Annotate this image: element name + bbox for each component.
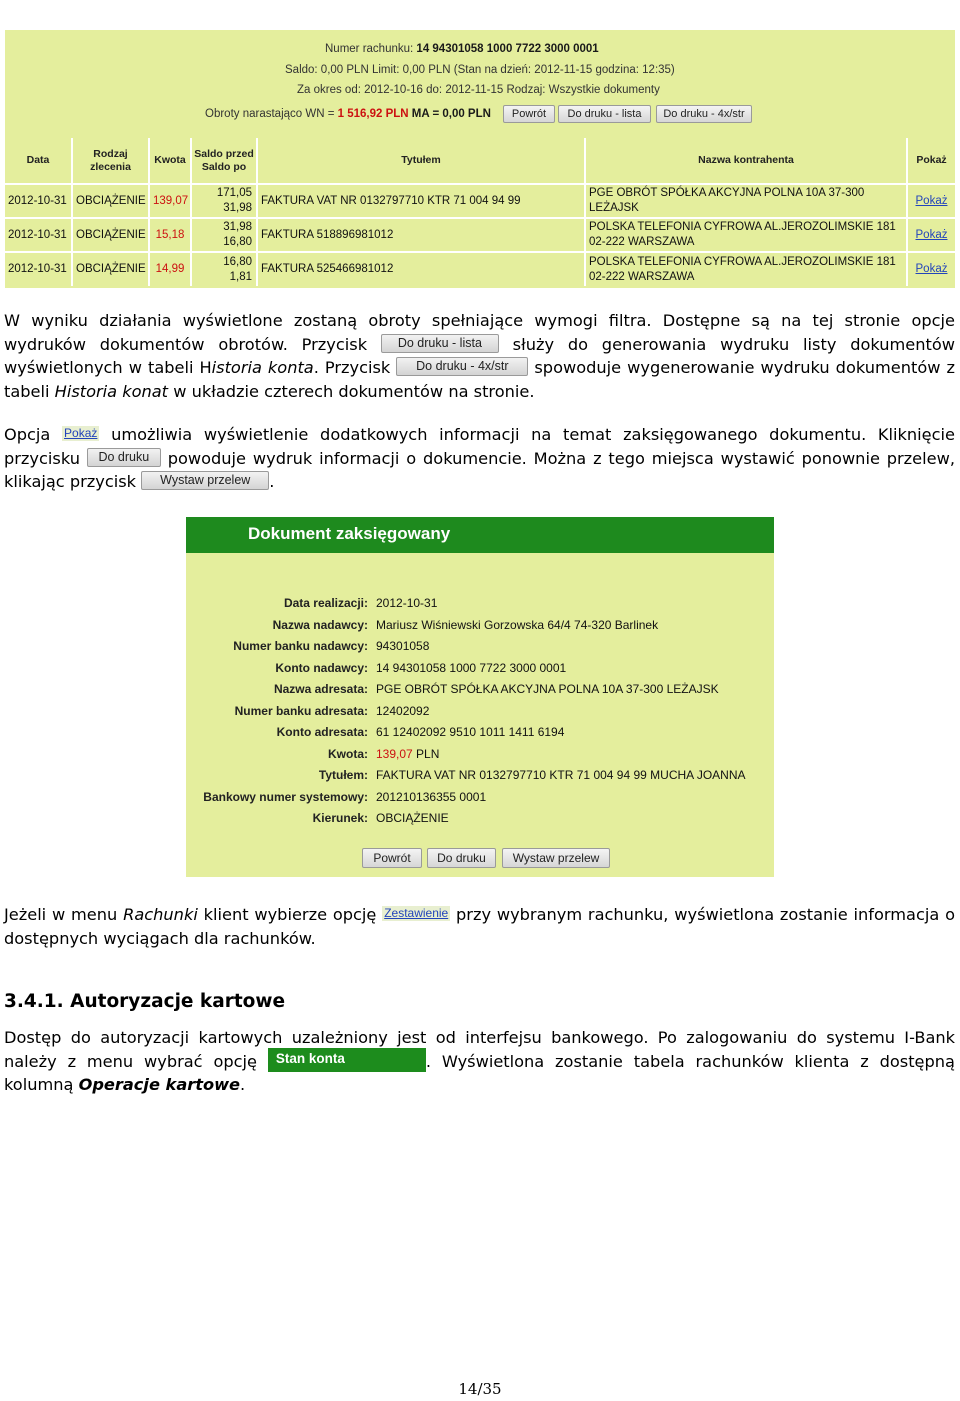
row-contractor: POLSKA TELEFONIA CYFROWA AL.JEROZOLIMSKIE 181 02-222 WARSZAWA xyxy=(585,252,907,286)
account-status-menu-item[interactable]: Stan konta xyxy=(268,1048,426,1072)
col-type[interactable]: Rodzaj zlecenia xyxy=(72,138,149,184)
col-show: Pokaż xyxy=(907,138,955,184)
document-title: Dokument zaksięgowany xyxy=(186,517,774,553)
field-row: Nazwa adresata: PGE OBRÓT SPÓŁKA AKCYJNA POLNA 10A 37-300 LEŻAJSK xyxy=(273,682,719,696)
row-title: FAKTURA VAT NR 0132797710 KTR 71 004 94 99 xyxy=(257,184,585,218)
field-row: Konto nadawcy: 14 94301058 1000 7722 3000 0001 xyxy=(275,660,567,675)
print-4x-button-inline[interactable]: Do druku - 4x/str xyxy=(396,357,528,376)
period-line: Za okres od: 2012-10-16 do: 2012-11-15 Rodzaj: Wszystkie dokumenty xyxy=(297,84,660,96)
field-row: Tytułem: FAKTURA VAT NR 0132797710 KTR 71 004 94 99 MUCHA JOANNA xyxy=(318,768,746,782)
row-date: 2012-10-31 xyxy=(5,218,72,252)
paragraph-statements: Jeżeli w menu Rachunki klient wybierze opcję Zestawienie przy wybranym rachunku, wyświetlona zostanie informacja o dostępnych wyciągach dla rachunków. xyxy=(4,905,955,948)
turnover-line: Obroty narastająco WN = 1 516,92 PLN MA = 0,00 PLN xyxy=(205,108,491,120)
paragraph-show-option: Opcja Pokaż umożliwia wyświetlenie dodatkowych informacji na temat zaksięgowanego dokumentu. Kliknięcie przycisku Do druku powoduje wydruk informacji o dokumencie. Można z tego miejsca wystawić ponownie przelew, klikając przycisk Wystaw przelew . xyxy=(4,425,955,491)
issue-transfer-button[interactable]: Wystaw przelew xyxy=(502,848,610,868)
field-row: Numer banku nadawcy: 94301058 xyxy=(233,639,430,653)
row-balance: 31,98 16,80 xyxy=(191,218,257,252)
posted-document-screenshot xyxy=(186,517,774,877)
print-list-button-inline[interactable]: Do druku - lista xyxy=(381,334,499,353)
print-button[interactable]: Do druku xyxy=(427,848,496,868)
field-row: Data realizacji: 2012-10-31 xyxy=(283,596,438,610)
row-type: OBCIĄŻENIE xyxy=(72,252,149,286)
table-row xyxy=(5,218,955,252)
table-row xyxy=(5,252,955,286)
col-contractor[interactable]: Nazwa kontrahenta xyxy=(585,138,907,184)
col-title[interactable]: Tytułem xyxy=(257,138,585,184)
print-4x-button[interactable]: Do druku - 4x/str xyxy=(656,105,752,123)
balance-line: Saldo: 0,00 PLN Limit: 0,00 PLN (Stan na dzień: 2012-11-15 godzina: 12:35) xyxy=(285,64,675,76)
row-date: 2012-10-31 xyxy=(5,184,72,218)
col-date[interactable]: Data xyxy=(26,154,50,166)
row-contractor: POLSKA TELEFONIA CYFROWA AL.JEROZOLIMSKIE 181 02-222 WARSZAWA xyxy=(585,218,907,252)
print-button-inline[interactable]: Do druku xyxy=(87,448,161,467)
back-button[interactable]: Powrót xyxy=(362,848,422,868)
row-type: OBCIĄŻENIE xyxy=(72,218,149,252)
row-title: FAKTURA 518896981012 xyxy=(257,218,585,252)
table-header xyxy=(5,138,955,184)
field-row: Kwota: 139,07 PLN xyxy=(328,746,440,761)
field-row: Bankowy numer systemowy: 201210136355 0001 xyxy=(203,789,487,804)
field-row: Konto adresata: 61 12402092 9510 1011 1411 6194 xyxy=(276,725,565,739)
table-row xyxy=(5,184,955,218)
back-button[interactable]: Powrót xyxy=(503,105,555,123)
transfer-button-inline[interactable]: Wystaw przelew xyxy=(141,471,269,490)
account-number-line: Numer rachunku: 14 94301058 1000 7722 3000 0001 xyxy=(325,43,599,55)
print-list-button[interactable]: Do druku - lista xyxy=(558,105,651,123)
col-amount[interactable]: Kwota xyxy=(149,138,191,184)
section-heading: 3.4.1. Autoryzacje kartowe xyxy=(4,991,286,1012)
field-row: Numer banku adresata: 12402092 xyxy=(234,703,430,718)
row-balance: 171,05 31,98 xyxy=(191,184,257,218)
row-contractor: PGE OBRÓT SPÓŁKA AKCYJNA POLNA 10A 37-300 LEŻAJSK xyxy=(585,184,907,218)
col-balance[interactable]: Saldo przed Saldo po xyxy=(191,138,257,184)
paragraph-print-options: W wyniku działania wyświetlone zostaną obroty spełniające wymogi filtra. Dostępne są na tej stronie opcje wydruków dokumentów obrotów. Przycisk Do druku - lista służy do generowania wydruku listy dokumentów wyświetlonych w tabeli Historia konta. Przycisk Do druku - 4x/str spowoduje wygenerowanie wydruku dokumentów z tabeli Historia konat w układzie czterech dokumentów na stronie. xyxy=(4,311,955,401)
row-show-link[interactable]: Pokaż xyxy=(907,252,955,286)
row-date: 2012-10-31 xyxy=(5,252,72,286)
paragraph-card-authorizations: Dostęp do autoryzacji kartowych uzależniony jest od interfejsu bankowego. Po zalogowaniu do systemu I-Bank należy z menu wybrać opcję Stan konta . Wyświetlona zostanie tabela rachunków klienta z dostępną kolumną Operacje kartowe. xyxy=(4,1028,955,1094)
history-screenshot xyxy=(5,30,955,288)
row-type: OBCIĄŻENIE xyxy=(72,184,149,218)
page-number: 14/35 xyxy=(458,1380,502,1398)
row-title: FAKTURA 525466981012 xyxy=(257,252,585,286)
field-row: Kierunek: OBCIĄŻENIE xyxy=(312,811,449,825)
history-table xyxy=(5,138,955,286)
show-link-inline[interactable]: Pokaż xyxy=(64,426,98,440)
row-amount: 14,99 xyxy=(149,252,191,286)
field-row: Nazwa nadawcy: Mariusz Wiśniewski Gorzowska 64/4 74-320 Barlinek xyxy=(272,617,659,632)
row-balance: 16,80 1,81 xyxy=(191,252,257,286)
row-show-link[interactable]: Pokaż xyxy=(907,184,955,218)
statement-link-inline[interactable]: Zestawienie xyxy=(384,906,449,920)
row-show-link[interactable]: Pokaż xyxy=(907,218,955,252)
row-amount: 15,18 xyxy=(149,218,191,252)
row-amount: 139,07 xyxy=(149,184,191,218)
